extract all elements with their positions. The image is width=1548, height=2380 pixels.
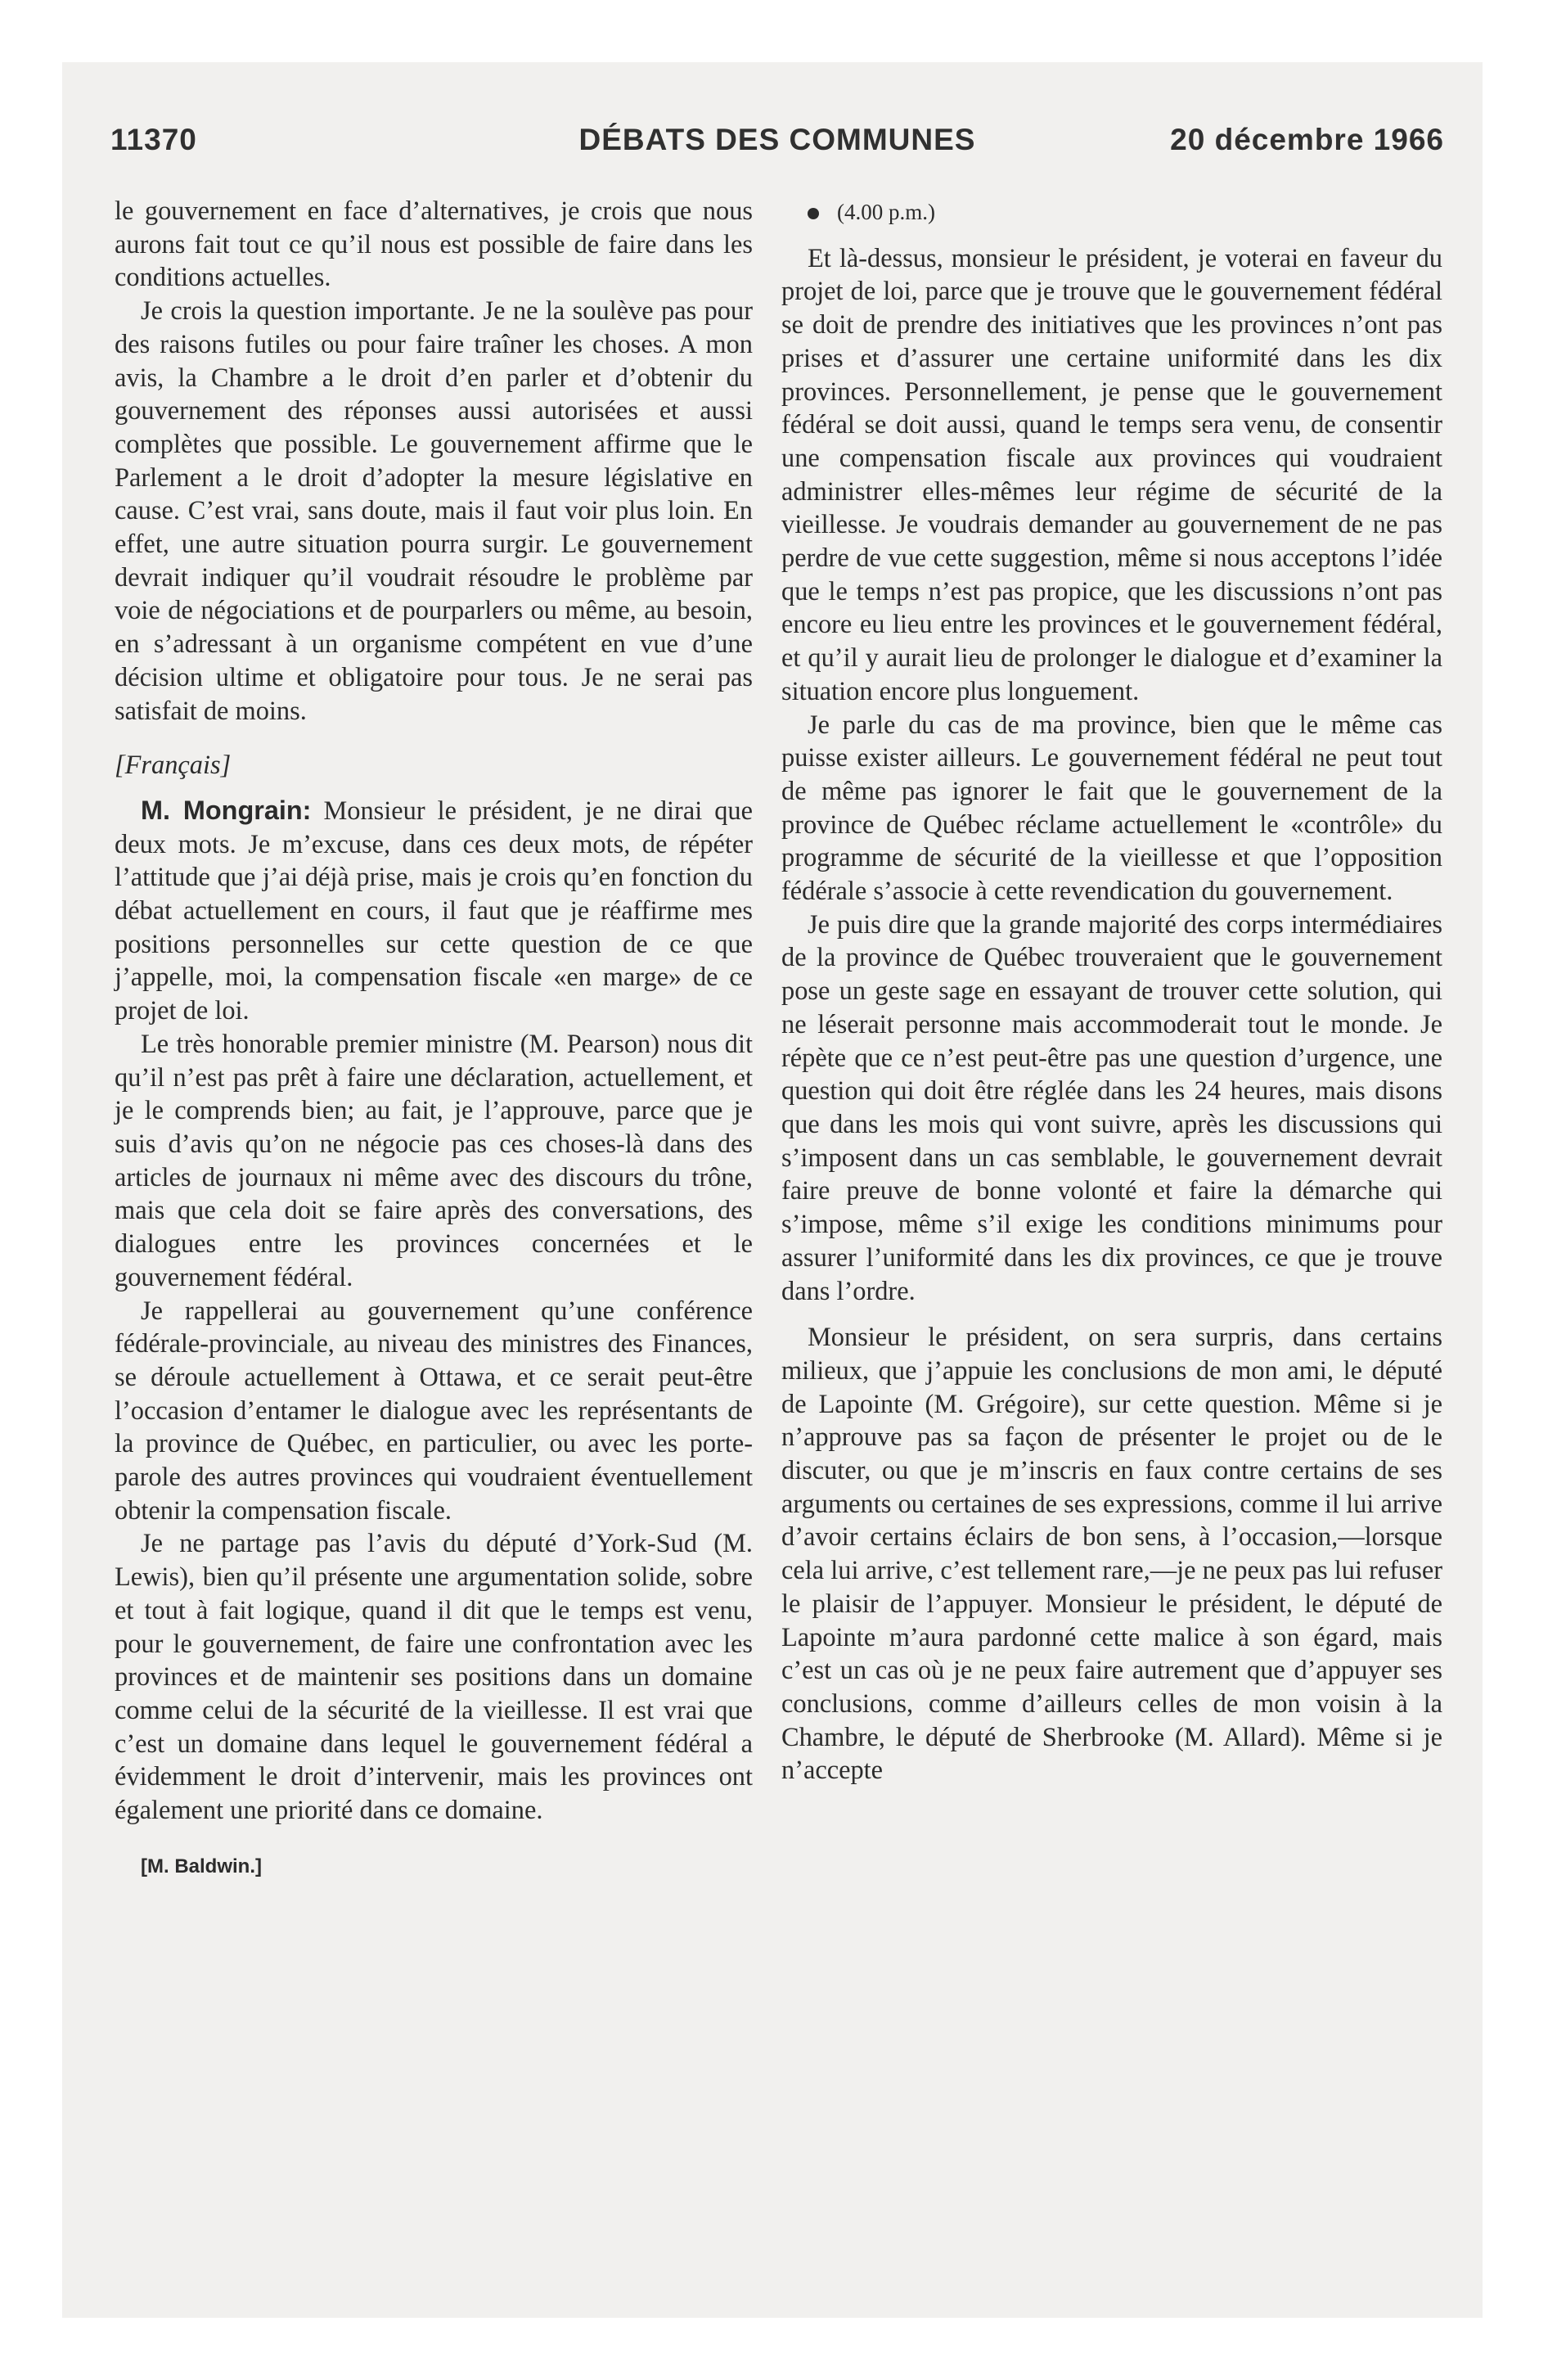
- right-column: [781, 195, 1442, 1787]
- paragraph: Monsieur le président, on sera surpris, dans certains milieux, que j’appuie les conclusions de mon ami, le député de Lapointe (M. Grégoire), sur cette question. Même si je n’approuve pas sa façon de présenter le projet ou de le discuter, ou que je m’inscris en faux contre certains de ses arguments ou certaines de ses expressions, comme il lui arrive d’avoir certains éclairs de bon sens, à l’occasion,—lorsque cela lui arrive, c’est tellement rare,—je ne peux pas lui refuser le plaisir de l’appuyer. Monsieur le président, le député de Lapointe m’aura pardonné cette malice à son égard, mais c’est un cas où je ne peux faire autrement que d’appuyer ses conclusions, comme d’ailleurs celles de mon voisin à la Chambre, le député de Sherbrooke (M. Allard). Même si je n’accepte: [781, 1323, 1442, 1786]
- language-marker: [Français]: [115, 751, 232, 781]
- page-number: 11370: [110, 123, 197, 156]
- paragraph: Je puis dire que la grande majorité des corps intermédiaires de la province de Québec trouveraient que le gouvernement pose un geste sage en essayant de trouver cette solution, qui ne léserait personne mais accommoderait tout le monde. Je répète que ce n’est peut-être pas une question d’urgence, une question qui doit être réglée dans les 24 heures, mais disons que dans les mois qui vont suivre, après les discussions qui s’imposent dans un cas semblable, le gouvernement devrait faire preuve de bonne volonté et faire la démarche qui s’impose, même s’il exige les conditions minimums pour assurer l’uniformité dans les dix provinces, ce que je trouve dans l’ordre.: [781, 909, 1442, 1306]
- paragraph: le gouvernement en face d’alternatives, je crois que nous aurons fait tout ce qu’il nous est possible de faire dans les conditions actuelles.: [115, 196, 753, 293]
- header-date: 20 décembre 1966: [1170, 123, 1444, 156]
- speaker-name: M. Mongrain:: [141, 795, 312, 825]
- footer-note: [M. Baldwin.]: [141, 1855, 262, 1877]
- paragraph: Je rappellerai au gouvernement qu’une conférence fédérale-provinciale, au niveau des ministres des Finances, se déroule actuellement à Ottawa, et ce serait peut-être l’occasion d’entamer le dialogue avec les représentants de la province de Québec, en particulier, ou avec les porte-parole des autres provinces qui voudraient éventuellement obtenir la compensation fiscale.: [115, 1296, 753, 1526]
- bullet-icon: [808, 208, 819, 219]
- time-marker: [781, 195, 1442, 229]
- paragraph: Et là-dessus, monsieur le président, je voterai en faveur du projet de loi, parce que je trouve que le gouvernement fédéral se doit de prendre des initiatives que les provinces n’ont pas prises et d’assurer une certaine uniformité dans les dix provinces. Personnellement, je pense que le gouvernement fédéral se doit aussi, quand le temps sera venu, de consentir une compensation fiscale aux provinces qui voudraient administrer elles-mêmes leur régime de sécurité de la vieillesse. Je voudrais demander au gouvernement de ne pas perdre de vue cette suggestion, même si nous acceptons l’idée que le temps n’est pas propice, que les discussions n’ont pas encore eu lieu entre les provinces et le gouvernement fédéral, et qu’il y aurait lieu de prolonger le dialogue et d’examiner la situation encore plus longuement.: [781, 243, 1442, 706]
- paragraph: Je ne partage pas l’avis du député d’York-Sud (M. Lewis), bien qu’il présente une argumentation solide, sobre et tout à fait logique, quand il dit que le temps est venu, pour le gouvernement, de faire une confrontation avec les provinces et de maintenir ses positions dans un domaine comme celui de la sécurité de la vieillesse. Il est vrai que c’est un domaine dans lequel le gouvernement fédéral a évidemment le droit d’intervenir, mais les provinces ont également une priorité dans ce domaine.: [115, 1529, 753, 1826]
- paragraph: Je parle du cas de ma province, bien que le même cas puisse exister ailleurs. Le gouvernement fédéral ne peut tout de même pas ignorer le fait que le gouvernement de la province de Québec réclame actuellement le «contrôle» du programme de sécurité de la vieillesse et que l’opposition fédérale s’associe à cette revendication du gouvernement.: [781, 710, 1442, 907]
- page-header: [110, 123, 1444, 164]
- speech-text: Monsieur le président, je ne dirai que deux mots. Je m’excuse, dans ces deux mots, de répéter l’attitude que j’ai déjà prise, mais je crois qu’en fonction du débat actuellement en cours, il faut que je réaffirme mes positions personnelles sur cette question de ce que j’appelle, moi, la compensation fiscale «en marge» de ce projet de loi.: [115, 796, 754, 1026]
- time-text: (4.00 p.m.): [837, 200, 935, 224]
- paragraph: Je crois la question importante. Je ne la soulève pas pour des raisons futiles ou pour faire traîner les choses. A mon avis, la Chambre a le droit d’en parler et d’obtenir du gouvernement des réponses aussi autorisées et aussi complètes que possible. Le gouvernement affirme que le Parlement a le droit d’adopter la mesure législative en cause. C’est vrai, sans doute, mais il faut voir plus loin. En effet, une autre situation pourra surgir. Le gouvernement devrait indiquer qu’il voudrait résoudre le problème par voie de négociations et de pourparlers ou même, au besoin, en s’adressant à un organisme compétent en vue d’une décision ultime et obligatoire pour tous. Je ne serai pas satisfait de moins.: [115, 296, 753, 726]
- publication-title: DÉBATS DES COMMUNES: [578, 123, 976, 156]
- paragraph: Le très honorable premier ministre (M. Pearson) nous dit qu’il n’est pas prêt à faire une déclaration, actuellement, et je le comprends bien; au fait, je l’approuve, parce que je suis d’avis qu’on ne négocie pas ces choses-là dans des articles de journaux ni même avec des discours du trône, mais que cela doit se faire après des conversations, des dialogues entre les provinces concernées et le gouvernement fédéral.: [115, 1029, 753, 1292]
- left-column: [115, 195, 753, 1883]
- speech-paragraph: [115, 794, 753, 1028]
